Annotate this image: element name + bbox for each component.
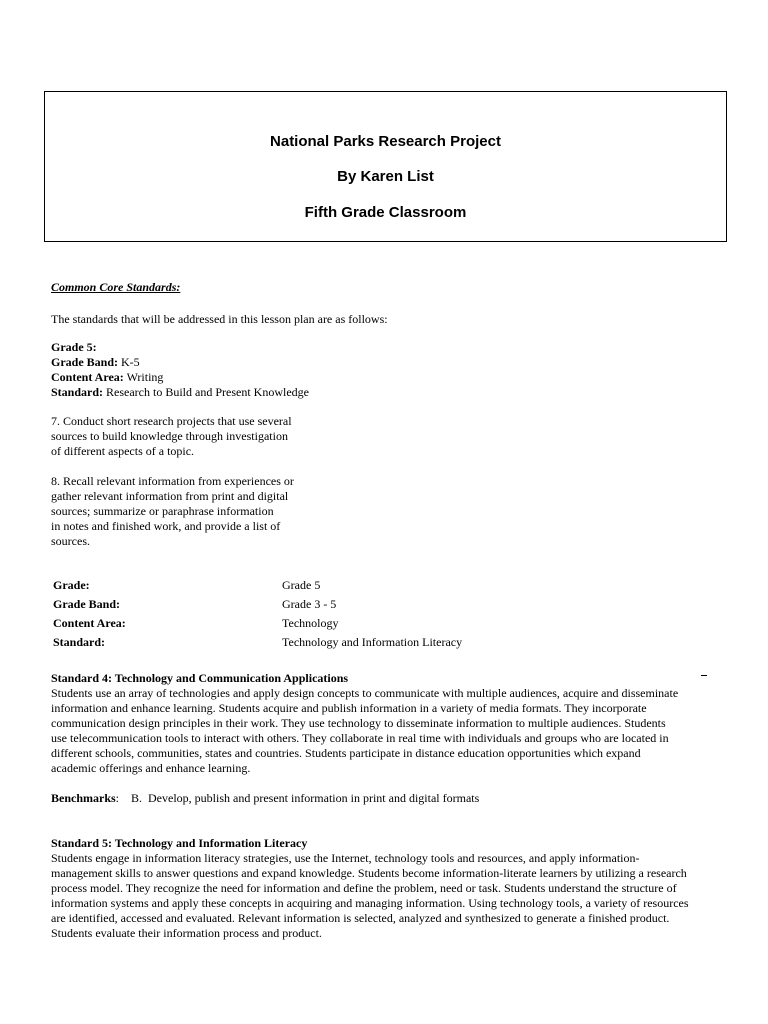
grade-band-row [51, 355, 309, 370]
grade-row [51, 340, 309, 355]
table-value: Grade 5 [282, 578, 321, 592]
standard-item-7 [51, 414, 321, 459]
paragraph-line: communication design principles in their work. They use technology to disseminate information to multiple audiences. Students [51, 716, 666, 730]
table-row [53, 597, 462, 616]
table-label: Grade Band: [53, 597, 121, 611]
standard-5-title: Standard 5: Technology and Information Literacy [51, 836, 308, 850]
table-value: Technology [282, 616, 339, 630]
standard-row [51, 385, 309, 400]
common-core-heading: Common Core Standards: [51, 280, 181, 294]
item7-line: sources to build knowledge through investigation [51, 429, 288, 443]
title-box [44, 91, 727, 242]
paragraph-line: Students use an array of technologies and apply design concepts to communicate with multiple audiences, acquire and disseminate [51, 686, 679, 700]
table-value: Technology and Information Literacy [282, 635, 463, 649]
paragraph-line: academic offerings and enhance learning. [51, 761, 251, 775]
paragraph-line: information and enhance learning. Students acquire and publish information in a variety of media formats. They incorporate [51, 701, 647, 715]
grade-label: Grade 5: [51, 340, 97, 354]
benchmarks-line [51, 791, 479, 806]
paragraph-line: information systems and apply these concepts in acquiring and managing information. Using technology tools, a variety of resources [51, 896, 689, 910]
item8-line: 8. Recall relevant information from experiences or [51, 474, 294, 488]
item7-line: 7. Conduct short research projects that use several [51, 414, 292, 428]
standard-label: Standard: [51, 385, 104, 399]
paragraph-line: are identified, accessed and evaluated. Relevant information is selected, analyzed and synthesized to generate a finished product. [51, 911, 670, 925]
table-row [53, 635, 462, 654]
classroom-line: Fifth Grade Classroom [304, 204, 467, 221]
standard-4-section [51, 671, 711, 776]
item8-line: sources. [51, 534, 90, 548]
table-value: Grade 3 - 5 [282, 597, 337, 611]
standards-intro: The standards that will be addressed in this lesson plan are as follows: [51, 312, 388, 326]
table-label: Content Area: [53, 616, 126, 630]
item8-line: sources; summarize or paraphrase information [51, 504, 274, 518]
technology-standard-table [53, 578, 462, 654]
item8-line: gather relevant information from print and digital [51, 489, 289, 503]
benchmarks-text: : B. Develop, publish and present information in print and digital formats [115, 791, 480, 805]
writing-standard-meta [51, 340, 309, 400]
paragraph-line: use telecommunication tools to interact with others. They collaborate in real time with individuals and groups who are located in [51, 731, 669, 745]
standard-value: Research to Build and Present Knowledge [106, 385, 309, 399]
content-area-label: Content Area: [51, 370, 124, 384]
item7-line: of different aspects of a topic. [51, 444, 195, 458]
grade-band-label: Grade Band: [51, 355, 119, 369]
content-area-row [51, 370, 309, 385]
standard-4-title: Standard 4: Technology and Communication Applications [51, 671, 349, 685]
content-area-value: Writing [126, 370, 164, 384]
standard-5-section [51, 836, 711, 941]
paragraph-line: different schools, communities, states and countries. Students participate in distance education opportunities which expand [51, 746, 641, 760]
document-title: National Parks Research Project [270, 133, 501, 150]
paragraph-line: Students engage in information literacy strategies, use the Internet, technology tools and resources, and apply information- [51, 851, 640, 865]
table-row [53, 578, 462, 597]
standard-item-8 [51, 474, 321, 549]
author-line: By Karen List [337, 168, 434, 185]
table-label: Standard: [53, 635, 106, 649]
paragraph-line: Students evaluate their information process and product. [51, 926, 322, 940]
paragraph-line: process model. They recognize the need for information and define the problem, need or task. Students understand the structure of [51, 881, 677, 895]
item8-line: in notes and finished work, and provide a list of [51, 519, 281, 533]
paragraph-line: management skills to answer questions and expand knowledge. Students become information-literate learners by utilizing a research [51, 866, 687, 880]
stray-dash-mark [701, 675, 707, 676]
table-row [53, 616, 462, 635]
grade-band-value: K-5 [121, 355, 140, 369]
table-label: Grade: [53, 578, 90, 592]
benchmarks-label: Benchmarks [51, 791, 116, 805]
